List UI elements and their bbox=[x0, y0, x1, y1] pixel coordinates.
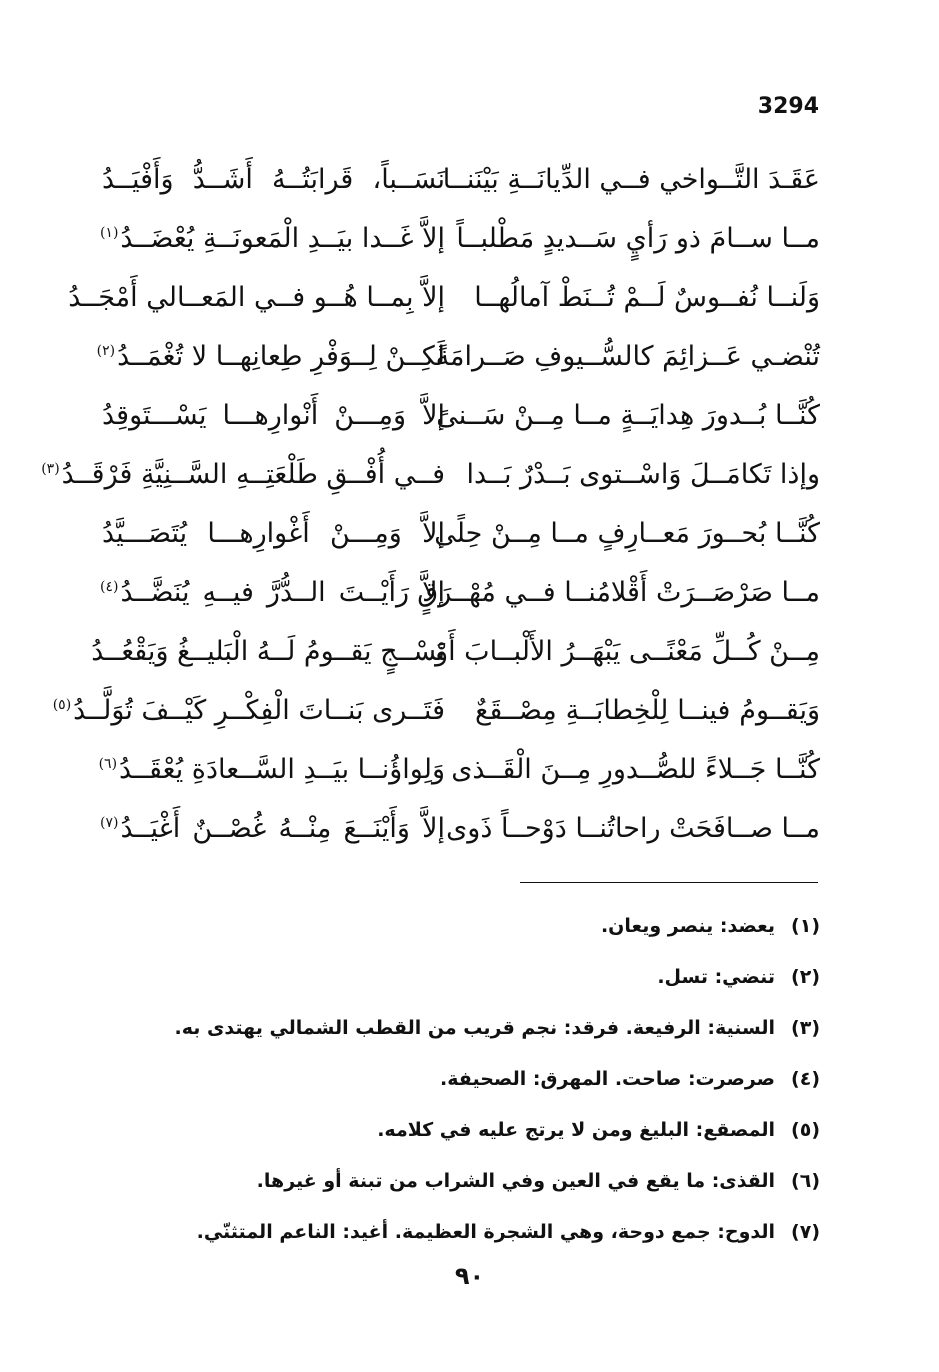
hemistich-text: إلاَّ غَــدا بيَــدِ الْمَعونَــةِ يُعْضَــدُ bbox=[120, 223, 445, 254]
verse bbox=[96, 327, 820, 386]
hemistich-text: إلاَّ رَأَيْــتَ الــدُّرَّ فيــهِ يُنَضَّــدُ bbox=[120, 577, 445, 608]
hemistich-text: فــي أُفْــقِ طَلْعَتِــهِ السَّــنِيَّةِ فَرْقَــدُ bbox=[61, 459, 445, 490]
reference-number: 3294 bbox=[757, 94, 819, 119]
footnote-number: (٧) bbox=[791, 1220, 820, 1243]
footnotes bbox=[100, 900, 820, 1257]
first-hemistich: تُنْضـي عَــزائِمَ كالسُّــيوفِ صَــرامَةً bbox=[435, 341, 820, 372]
verse bbox=[91, 622, 820, 681]
footnote-number: (٣) bbox=[791, 1016, 820, 1039]
hemistich-text: إلاَّ وَمِـــنْ أَنْوارِهـــا يَسْـــتَوقِدُ bbox=[102, 400, 445, 431]
second-hemistich bbox=[100, 813, 445, 844]
hemistich-text: نَسْــجٍ يَقــومُ لَــهُ الْبَليــغُ وَيَقْعُــدُ bbox=[91, 636, 445, 667]
hemistich-text: إلاَّ بِمــا هُــو فــي المَعــالي أَمْجَــدُ bbox=[68, 282, 445, 313]
second-hemistich bbox=[100, 400, 445, 431]
footnote-number: (٢) bbox=[791, 965, 820, 988]
first-hemistich: مــا صَرْصَــرَتْ أَقْلامُنــا فــي مُهْــرَقٍ bbox=[417, 577, 820, 608]
footnote-text: القذى: ما يقع في العين وفي الشراب من تبنة أو غيرها. bbox=[256, 1169, 776, 1192]
footnote-text: تنضي: تسل. bbox=[657, 965, 776, 988]
first-hemistich: كُنَّــا بُــدورَ هِدايَــةٍ مــا مِــنْ سَــنىً bbox=[436, 400, 820, 431]
first-hemistich: كُنَّــا جَــلاءً للصُّــدورِ مِــنَ الْقَــذى bbox=[451, 754, 820, 785]
second-hemistich bbox=[41, 459, 445, 490]
hemistich-text: وَلِواؤُنــا بيَــدِ السَّــعادَةِ يُعْقَــدُ bbox=[119, 754, 445, 785]
second-hemistich bbox=[100, 577, 445, 608]
first-hemistich: عَقَـدَ التَّــواخي فــي الدِّيانَــةِ بَيْنَنــا bbox=[442, 164, 820, 195]
second-hemistich bbox=[100, 164, 445, 195]
verse bbox=[100, 740, 820, 799]
second-hemistich bbox=[91, 636, 445, 667]
verse bbox=[41, 445, 820, 504]
verse bbox=[100, 209, 820, 268]
footnote-number: (٦) bbox=[791, 1169, 820, 1192]
footnote-divider bbox=[520, 882, 818, 883]
hemistich-text: نَسَــباً، قَرابَتُــهُ أَشَــدُّ وَأَفْيَــدُ bbox=[102, 164, 445, 195]
poem bbox=[41, 150, 820, 858]
footnote-marker: (٥) bbox=[52, 697, 72, 713]
first-hemistich: مــا صــافَحَتْ راحاتُنــا دَوْحــاً ذَوى bbox=[446, 813, 820, 844]
second-hemistich bbox=[68, 282, 445, 313]
verse bbox=[68, 268, 820, 327]
footnote-text: صرصرت: صاحت. المهرق: الصحيفة. bbox=[440, 1067, 776, 1090]
footnote-text: المصقع: البليغ ومن لا يرتج عليه في كلامه. bbox=[377, 1118, 776, 1141]
verse bbox=[52, 681, 820, 740]
footnote bbox=[100, 951, 820, 1002]
footnote-text: الدوح: جمع دوحة، وهي الشجرة العظيمة. أغيد: الناعم المتثنّي. bbox=[196, 1220, 776, 1243]
first-hemistich: وَلَنــا نُفــوسٌ لَــمْ تُــنَطْ آمالُهــا bbox=[474, 282, 820, 313]
first-hemistich: مِــنْ كُــلِّ مَعْنًــى يَبْهَــرُ الأَلْبــابَ أَوْ bbox=[435, 636, 820, 667]
hemistich-text: إلاَّ وَمِـــنْ أَغْوارِهـــا يُتَصَـــيَّدُ bbox=[102, 518, 445, 549]
verse bbox=[100, 150, 820, 209]
verse bbox=[100, 504, 820, 563]
footnote bbox=[100, 1206, 820, 1257]
first-hemistich: مــا ســامَ ذو رَأيٍ سَــديدٍ مَطْلبــاً bbox=[456, 223, 820, 254]
hemistich-text: إلاَّ وَأَيْنَــعَ مِنْــهُ غُصْــنٌ أَغْيَــدُ bbox=[120, 813, 445, 844]
footnote bbox=[100, 1104, 820, 1155]
footnote-marker: (٧) bbox=[100, 815, 119, 831]
footnote-marker: (٤) bbox=[100, 579, 119, 595]
second-hemistich bbox=[100, 223, 445, 254]
footnote-text: السنية: الرفيعة. فرقد: نجم قريب من القطب الشمالي يهتدى به. bbox=[174, 1016, 776, 1039]
first-hemistich: كُنَّــا بُحــورَ مَعــارِفٍ مــا مِــنْ حِلًى bbox=[434, 518, 820, 549]
footnote-marker: (١) bbox=[99, 225, 119, 241]
footnote bbox=[100, 900, 820, 951]
second-hemistich bbox=[100, 518, 445, 549]
footnote-marker: (٦) bbox=[98, 756, 118, 772]
hemistich-text: فَتَــرى بَنــاتَ الْفِكْــرِ كَيْــفَ تُوَلَّــدُ bbox=[73, 695, 445, 726]
footnote-number: (١) bbox=[791, 914, 820, 937]
footnote-text: يعضد: ينصر ويعان. bbox=[600, 914, 776, 937]
footnote-marker: (٣) bbox=[41, 461, 60, 477]
verse bbox=[100, 563, 820, 622]
page-number: ٩٠ bbox=[454, 1262, 485, 1290]
first-hemistich: وإذا تَكامَــلَ وَاسْــتوى بَــدْرٌ بَــدا bbox=[466, 459, 820, 490]
footnote-marker: (٢) bbox=[96, 343, 116, 359]
first-hemistich: وَيَقــومُ فينــا لِلْخِطابَــةِ مِصْــقَعٌ bbox=[475, 695, 820, 726]
footnote bbox=[100, 1002, 820, 1053]
hemistich-text: لَكِــنْ لِــوَفْرِ طِعانِهــا لا تُغْمَــدُ bbox=[117, 341, 445, 372]
footnote bbox=[100, 1053, 820, 1104]
footnote-number: (٥) bbox=[791, 1118, 820, 1141]
verse bbox=[100, 799, 820, 858]
second-hemistich bbox=[100, 754, 445, 785]
second-hemistich bbox=[52, 695, 445, 726]
second-hemistich bbox=[96, 341, 445, 372]
footnote bbox=[100, 1155, 820, 1206]
verse bbox=[100, 386, 820, 445]
footnote-number: (٤) bbox=[791, 1067, 820, 1090]
